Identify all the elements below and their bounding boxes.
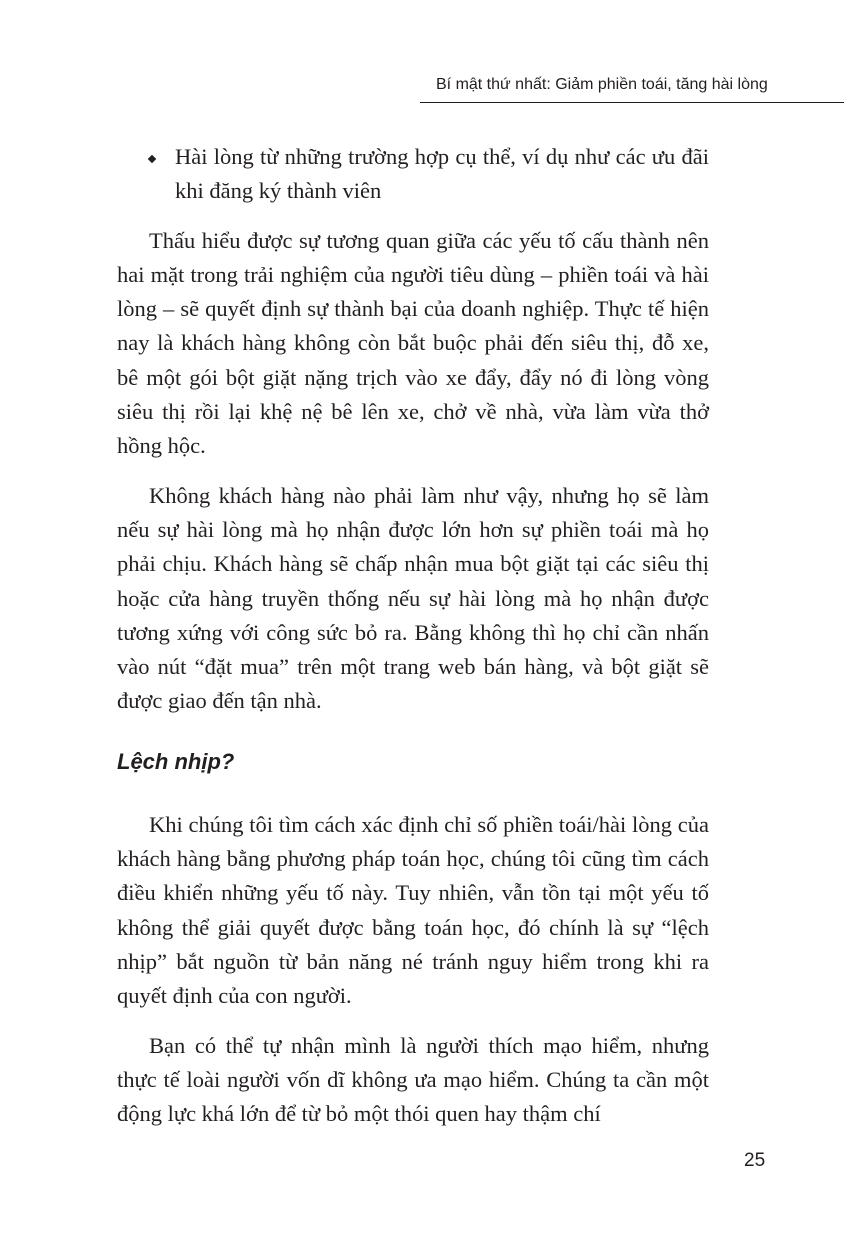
paragraph: Không khách hàng nào phải làm như vậy, nhưng họ sẽ làm nếu sự hài lòng mà họ nhận được lớn hơn sự phiền toái mà họ phải chịu. Khách hàng sẽ chấp nhận mua bột giặt tại các siêu thị hoặc cửa hàng truyền thống nếu sự hài lòng mà họ nhận được tương xứng với công sức bỏ ra. Bằng không thì họ chỉ cần nhấn vào nút “đặt mua” trên một trang web bán hàng, và bột giặt sẽ được giao đến tận nhà. — [117, 482, 709, 714]
paragraph: Thấu hiểu được sự tương quan giữa các yếu tố cấu thành nên hai mặt trong trải nghiệm của người tiêu dùng – phiền toái và hài lòng – sẽ quyết định sự thành bại của doanh nghiệp. Thực tế hiện nay là khách hàng không còn bắt buộc phải đến siêu thị, đỗ xe, bê một gói bột giặt nặng trịch vào xe đẩy, đẩy nó đi lòng vòng siêu thị rồi lại khệ nệ bê lên xe, chở về nhà, vừa làm vừa thở hồng hộc. — [117, 227, 709, 459]
bullet-item — [117, 140, 709, 209]
page-number: 25 — [744, 1150, 766, 1171]
section-heading: Lệch nhịp? — [117, 748, 235, 774]
page-body — [117, 140, 709, 1146]
paragraph: Bạn có thể tự nhận mình là người thích mạo hiểm, nhưng thực tế loài người vốn dĩ không ưa mạo hiểm. Chúng ta cần một động lực khá lớn để từ bỏ một thói quen hay thậm chí — [117, 1032, 709, 1127]
running-header — [420, 74, 844, 103]
bullet-text: Hài lòng từ những trường hợp cụ thể, ví dụ như các ưu đãi khi đăng ký thành viên — [175, 144, 709, 204]
diamond-bullet-icon — [148, 155, 156, 163]
running-header-title: Bí mật thứ nhất: Giảm phiền toái, tăng hài lòng — [436, 76, 768, 93]
paragraph: Khi chúng tôi tìm cách xác định chỉ số phiền toái/hài lòng của khách hàng bằng phương pháp toán học, chúng tôi cũng tìm cách điều khiển những yếu tố này. Tuy nhiên, vẫn tồn tại một yếu tố không thể giải quyết được bằng toán học, đó chính là sự “lệch nhịp” bắt nguồn từ bản năng né tránh nguy hiểm trong khi ra quyết định của con người. — [117, 811, 709, 1009]
